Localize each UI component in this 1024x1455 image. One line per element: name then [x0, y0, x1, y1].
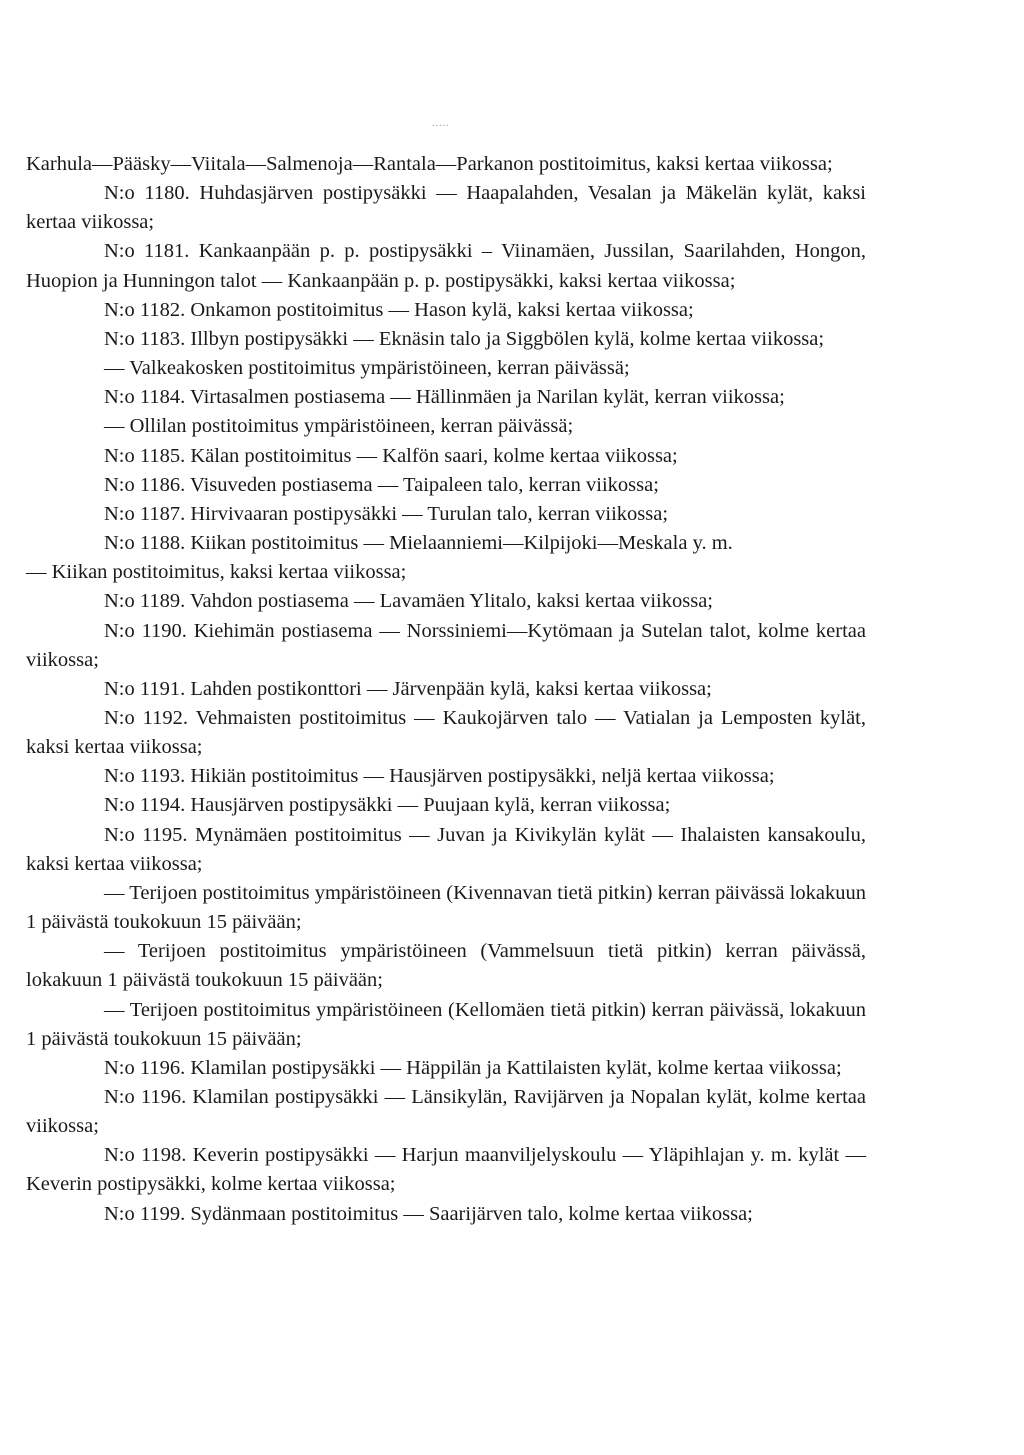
paragraph: N:o 1194. Hausjärven postipysäkki — Puujaan kylä, kerran viikossa; [104, 794, 671, 817]
paragraph: N:o 1196. Klamilan postipysäkki — Länsikylän, Ravijärven ja Nopalan kylät, kolme kertaa viikossa; [26, 1086, 866, 1138]
paragraph: — Terijoen postitoimitus ympäristöineen (Vammelsuun tietä pitkin) kerran päivässä, lokakuun 1 päivästä toukokuun 15 päivään; [26, 940, 866, 992]
paragraph: N:o 1182. Onkamon postitoimitus — Hason kylä, kaksi kertaa viikossa; [104, 298, 694, 321]
paragraph: N:o 1191. Lahden postikonttori — Järvenpään kylä, kaksi kertaa viikossa; [104, 677, 712, 700]
paragraph: N:o 1195. Mynämäen postitoimitus — Juvan ja Kivikylän kylät — Ihalaisten kansakoulu, kaksi kertaa viikossa; [26, 823, 866, 875]
paragraph: N:o 1183. Illbyn postipysäkki — Eknäsin talo ja Siggbölen kylä, kolme kertaa viikossa; [104, 327, 825, 350]
header-dots: ..... [432, 118, 450, 129]
paragraph: N:o 1196. Klamilan postipysäkki — Häppilän ja Kattilaisten kylät, kolme kertaa viikossa; [104, 1056, 842, 1079]
paragraph: — Ollilan postitoimitus ympäristöineen, kerran päivässä; [104, 415, 574, 438]
paragraph: Karhula—Pääsky—Viitala—Salmenoja—Rantala—Parkanon postitoimitus, kaksi kertaa viikossa; [26, 153, 833, 175]
paragraph: N:o 1181. Kankaanpään p. p. postipysäkki – Viinamäen, Jussilan, Saarilahden, Hongon, Huopion ja Hunningon talot — Kankaanpään p. p. postipysäkki, kaksi kertaa viikossa; [26, 240, 866, 292]
document-body [26, 150, 866, 1229]
paragraph: N:o 1190. Kiehimän postiasema — Norssiniemi—Kytömaan ja Sutelan talot, kolme kertaa viikossa; [26, 619, 866, 671]
paragraph: N:o 1184. Virtasalmen postiasema — Hällinmäen ja Narilan kylät, kerran viikossa; [104, 386, 785, 409]
paragraph: — Valkeakosken postitoimitus ympäristöineen, kerran päivässä; [104, 357, 630, 380]
paragraph: N:o 1186. Visuveden postiasema — Taipaleen talo, kerran viikossa; [104, 473, 659, 496]
paragraph: N:o 1199. Sydänmaan postitoimitus — Saarijärven talo, kolme kertaa viikossa; [104, 1202, 753, 1225]
paragraph: — Terijoen postitoimitus ympäristöineen (Kivennavan tietä pitkin) kerran päivässä lokakuun 1 päivästä toukokuun 15 päivään; [26, 881, 866, 934]
paragraph: N:o 1189. Vahdon postiasema — Lavamäen Ylitalo, kaksi kertaa viikossa; [104, 590, 713, 613]
paragraph: N:o 1198. Keverin postipysäkki — Harjun maanviljelyskoulu — Yläpihlajan y. m. kylät — Keverin postipysäkki, kolme kertaa viikossa; [26, 1144, 866, 1196]
paragraph: N:o 1192. Vehmaisten postitoimitus — Kaukojärven talo — Vatialan ja Lemposten kylät, kaksi kertaa viikossa; [26, 706, 866, 759]
paragraph: N:o 1188. Kiikan postitoimitus — Mielaanniemi—Kilpijoki—Meskala y. m. [104, 532, 733, 555]
paragraph: N:o 1193. Hikiän postitoimitus — Hausjärven postipysäkki, neljä kertaa viikossa; [104, 765, 775, 788]
paragraph: — Kiikan postitoimitus, kaksi kertaa viikossa; [26, 561, 407, 584]
paragraph: N:o 1187. Hirvivaaran postipysäkki — Turulan talo, kerran viikossa; [104, 502, 669, 525]
paragraph: N:o 1185. Kälan postitoimitus — Kalfön saari, kolme kertaa viikossa; [104, 444, 678, 467]
paragraph: N:o 1180. Huhdasjärven postipysäkki — Haapalahden, Vesalan ja Mäkelän kylät, kaksi kertaa viikossa; [26, 182, 866, 234]
paragraph: — Terijoen postitoimitus ympäristöineen (Kellomäen tietä pitkin) kerran päivässä, lokakuun 1 päivästä toukokuun 15 päivään; [26, 998, 866, 1050]
